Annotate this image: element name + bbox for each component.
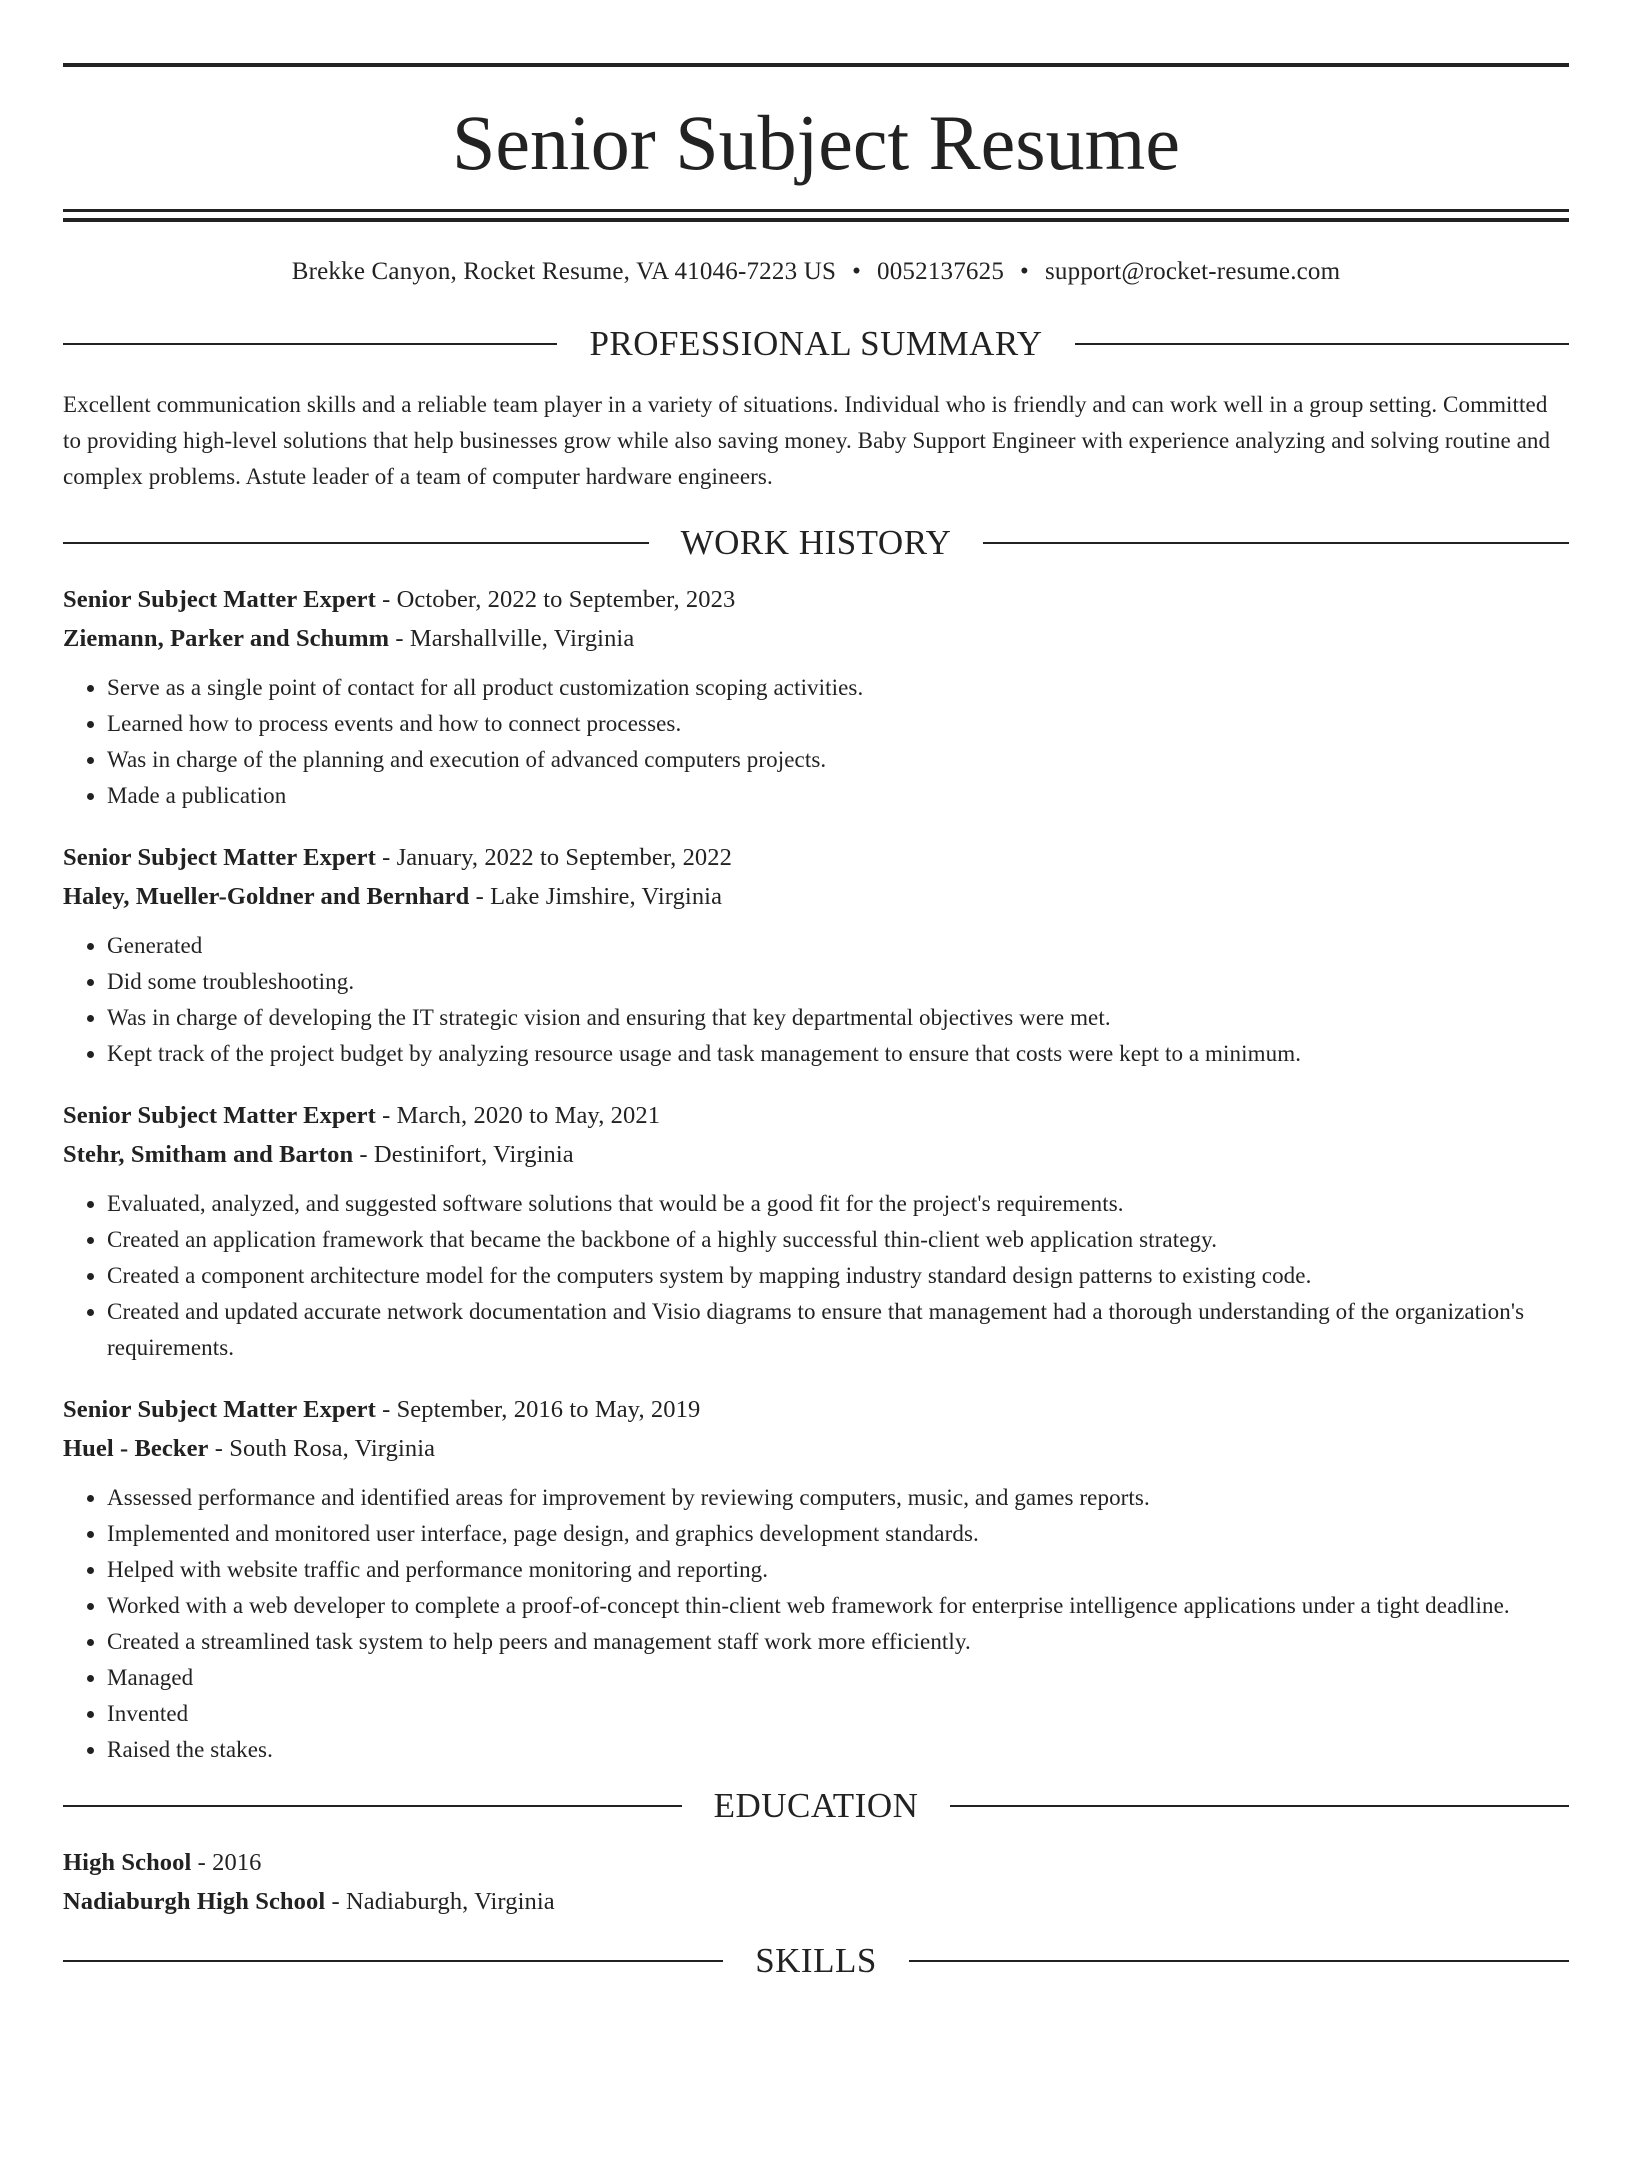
job-bullet-list: [63, 1480, 1569, 1768]
job-company: Haley, Mueller-Goldner and Bernhard: [63, 883, 470, 910]
education-school-line: [63, 1882, 1569, 1921]
job-bullet: • Assessed performance and identified areas for improvement by reviewing computers, music, and games reports.: [107, 1480, 1569, 1516]
section-label: PROFESSIONAL SUMMARY: [589, 324, 1043, 363]
dash: -: [353, 1141, 374, 1168]
job-title: Senior Subject Matter Expert: [63, 844, 376, 871]
job-company: Huel - Becker: [63, 1435, 209, 1462]
dash: -: [325, 1888, 346, 1915]
contact-email[interactable]: support@rocket-resume.com: [1044, 258, 1341, 285]
job-location: South Rosa, Virginia: [229, 1435, 436, 1462]
title-double-rule: [63, 209, 1569, 222]
job-location: Destinifort, Virginia: [373, 1141, 574, 1168]
job-company-line: [63, 1429, 1569, 1468]
job-bullet: • Evaluated, analyzed, and suggested software solutions that would be a good fit for the project's requirements.: [107, 1186, 1569, 1222]
contact-line: [63, 259, 1569, 284]
dash: -: [375, 1396, 397, 1423]
professional-summary-text: Excellent communication skills and a reliable team player in a variety of situations. Individual who is friendly and can work well in a group setting. Committed to providing high-level solutions that help businesses grow while also saving money. Baby Support Engineer with experience analyzing and solving routine and complex problems. Astute leader of a team of computer hardware engineers.: [63, 392, 1551, 489]
work-history-entry: [63, 1390, 1569, 1768]
dash: -: [375, 844, 397, 871]
job-company: Stehr, Smitham and Barton: [63, 1141, 354, 1168]
dash: -: [375, 586, 397, 613]
work-history-entry: [63, 580, 1569, 814]
job-bullet: • Created and updated accurate network documentation and Visio diagrams to ensure that management had a thorough understanding of the organization's requirements.: [107, 1294, 1569, 1366]
resume-title: Senior Subject Resume: [452, 99, 1180, 186]
section-label: EDUCATION: [713, 1786, 919, 1825]
job-title-line: [63, 1390, 1569, 1429]
resume-page: [0, 63, 1632, 2175]
job-bullet: • Invented: [107, 1696, 1569, 1732]
job-dates: March, 2020 to May, 2021: [396, 1102, 661, 1129]
job-bullet: • Learned how to process events and how to connect processes.: [107, 706, 1569, 742]
job-bullet: • Created a streamlined task system to help peers and management staff work more efficiently.: [107, 1624, 1569, 1660]
job-title: Senior Subject Matter Expert: [63, 586, 376, 613]
section-heading-education: [63, 1788, 1569, 1823]
job-company: Ziemann, Parker and Schumm: [63, 625, 390, 652]
dash: -: [389, 625, 410, 652]
job-bullet: • Managed: [107, 1660, 1569, 1696]
section-label: SKILLS: [755, 1941, 877, 1980]
job-title-line: [63, 838, 1569, 877]
contact-separator: •: [852, 258, 862, 285]
job-bullet: • Created an application framework that became the backbone of a highly successful thin-client web application strategy.: [107, 1222, 1569, 1258]
job-company-line: [63, 619, 1569, 658]
education-school: Nadiaburgh High School: [63, 1888, 326, 1915]
job-bullet-list: [63, 1186, 1569, 1366]
job-bullet-list: [63, 670, 1569, 814]
job-bullet: • Worked with a web developer to complete a proof-of-concept thin-client web framework for enterprise intelligence applications under a tight deadline.: [107, 1588, 1569, 1624]
job-dates: January, 2022 to September, 2022: [396, 844, 732, 871]
section-label: WORK HISTORY: [680, 523, 952, 562]
education-year: 2016: [212, 1849, 262, 1876]
work-history-entry: [63, 838, 1569, 1072]
top-rule: [63, 63, 1569, 67]
job-bullet: • Implemented and monitored user interface, page design, and graphics development standards.: [107, 1516, 1569, 1552]
dash: -: [469, 883, 491, 910]
job-dates: October, 2022 to September, 2023: [396, 586, 736, 613]
job-bullet: • Was in charge of the planning and execution of advanced computers projects.: [107, 742, 1569, 778]
contact-phone: 0052137625: [877, 258, 1005, 285]
job-bullet: • Did some troubleshooting.: [107, 964, 1569, 1000]
job-title: Senior Subject Matter Expert: [63, 1102, 376, 1129]
section-heading-skills: [63, 1943, 1569, 1978]
dash: -: [375, 1102, 397, 1129]
job-company-line: [63, 877, 1569, 916]
job-company-line: [63, 1135, 1569, 1174]
job-bullet-list: [63, 928, 1569, 1072]
job-bullet: • Made a publication: [107, 778, 1569, 814]
section-heading-summary: [63, 326, 1569, 361]
job-bullet: • Was in charge of developing the IT strategic vision and ensuring that key departmental objectives were met.: [107, 1000, 1569, 1036]
section-heading-work: [63, 525, 1569, 560]
education-location: Nadiaburgh, Virginia: [345, 1888, 555, 1915]
job-bullet: • Kept track of the project budget by analyzing resource usage and task management to ensure that costs were kept to a minimum.: [107, 1036, 1569, 1072]
work-history-list: [63, 580, 1569, 1768]
job-title-line: [63, 580, 1569, 619]
education-degree: High School: [63, 1849, 192, 1876]
job-bullet: • Generated: [107, 928, 1569, 964]
work-history-entry: [63, 1096, 1569, 1366]
job-bullet: • Helped with website traffic and performance monitoring and reporting.: [107, 1552, 1569, 1588]
education-entry: [63, 1843, 1569, 1921]
job-bullet: • Created a component architecture model for the computers system by mapping industry standard design patterns to existing code.: [107, 1258, 1569, 1294]
job-location: Lake Jimshire, Virginia: [490, 883, 723, 910]
contact-separator: •: [1020, 258, 1029, 285]
job-location: Marshallville, Virginia: [409, 625, 635, 652]
job-dates: September, 2016 to May, 2019: [396, 1396, 701, 1423]
contact-address: Brekke Canyon, Rocket Resume, VA 41046-7223 US: [291, 258, 837, 285]
job-bullet: • Raised the stakes.: [107, 1732, 1569, 1768]
dash: -: [191, 1849, 213, 1876]
job-bullet: • Serve as a single point of contact for all product customization scoping activities.: [107, 670, 1569, 706]
education-degree-line: [63, 1843, 1569, 1882]
dash: -: [208, 1435, 230, 1462]
job-title: Senior Subject Matter Expert: [63, 1396, 376, 1423]
job-title-line: [63, 1096, 1569, 1135]
